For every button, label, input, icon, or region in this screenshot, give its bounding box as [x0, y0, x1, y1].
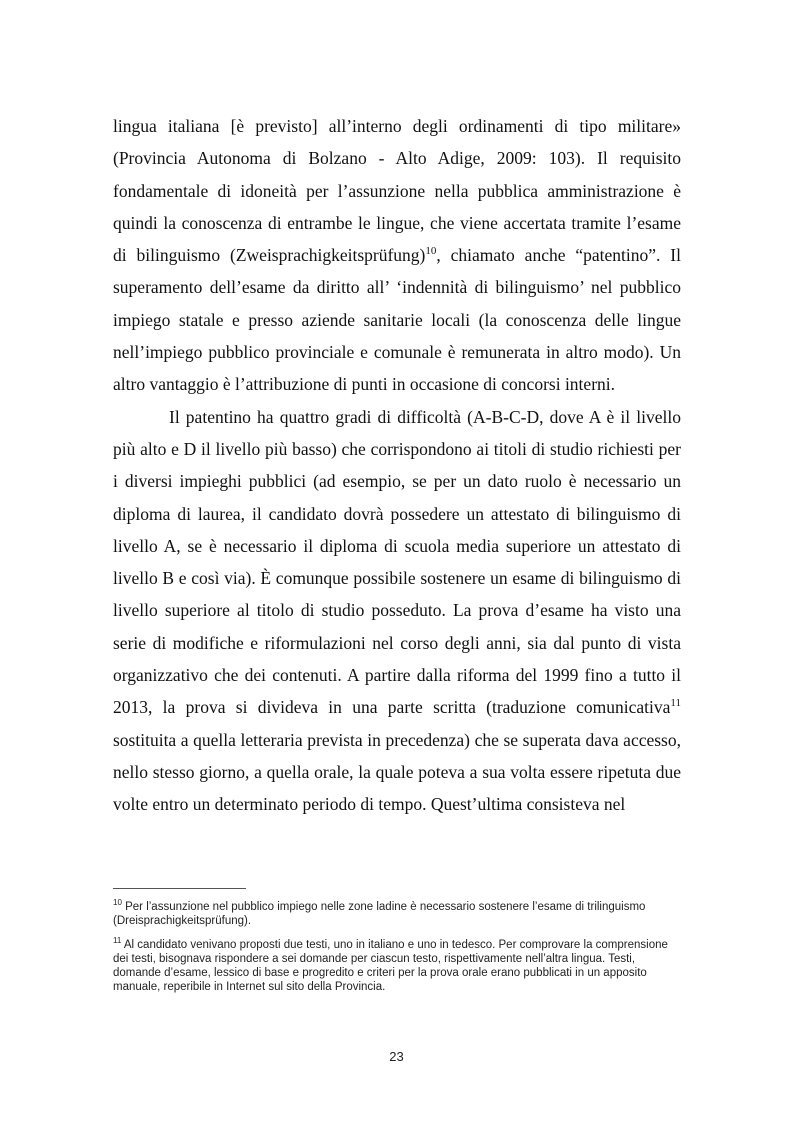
- footnote-number: 10: [113, 898, 122, 908]
- footnote-text: Al candidato venivano proposti due testi, uno in italiano e uno in tedesco. Per comprovare la comprensione dei testi, bisognava rispondere a sei domande per ciascun testo, rispettivamente nell’altra lingua. Testi, domande d’esame, lessico di base e progredito e criteri per la prova orale erano pubblicati in un apposito manuale, reperibile in Internet sul sito della Provincia.: [113, 939, 668, 993]
- footnote-10: [113, 900, 681, 928]
- body-text: [113, 110, 681, 821]
- paragraph-1-text-b: , chiamato anche “patentino”. Il superamento dell’esame da diritto all’ ‘indennità di bilinguismo’ nel pubblico impiego statale e presso aziende sanitarie locali (la conoscenza delle lingue nell’impiego pubblico provinciale e comunale è remunerata in altro modo). Un altro vantaggio è l’attribuzione di punti in occasione di concorsi interni.: [113, 245, 681, 395]
- footnote-separator: [113, 888, 246, 889]
- paragraph-2-text-b: sostituita a quella letteraria prevista in precedenza) che se superata dava accesso, nello stesso giorno, a quella orale, la quale poteva a sua volta essere ripetuta due volte entro un determinato periodo di tempo. Quest’ultima consisteva nel: [113, 729, 681, 815]
- footnotes: [113, 900, 681, 1004]
- paragraph-1: [113, 110, 681, 401]
- footnote-11: [113, 938, 681, 994]
- footnote-text: Per l’assunzione nel pubblico impiego nelle zone ladine è necessario sostenere l’esame di trilinguismo (Dreisprachigkeitsprüfung).: [113, 901, 646, 927]
- paragraph-2-text-a: Il patentino ha quattro gradi di difficoltà (A-B-C-D, dove A è il livello più alto e D il livello più basso) che corrispondono ai titoli di studio richiesti per i diversi impieghi pubblici (ad esempio, se per un dato ruolo è necessario un diploma di laurea, il candidato dovrà possedere un attestato di bilinguismo di livello A, se è necessario il diploma di scuola media superiore un attestato di livello B e così via). È comunque possibile sostenere un esame di bilinguismo di livello superiore al titolo di studio posseduto. La prova d’esame ha visto una serie di modifiche e riformulazioni nel corso degli anni, sia dal punto di vista organizzativo che dei contenuti. A partire dalla riforma del 1999 fino a tutto il 2013, la prova si divideva in una parte scritta (traduzione comunicativa: [113, 406, 681, 718]
- paragraph-2: [113, 401, 681, 821]
- paragraph-1-text-a: lingua italiana [è previsto] all’interno degli ordinamenti di tipo militare» (Provincia Autonoma di Bolzano - Alto Adige, 2009: 103). Il requisito fondamentale di idoneità per l’assunzione nella pubblica amministrazione è quindi la conoscenza di entrambe le lingue, che viene accertata tramite l’esame di bilinguismo (Zweisprachigkeitsprüfung): [113, 116, 681, 266]
- footnote-number: 11: [113, 936, 122, 946]
- footnote-ref-10[interactable]: 10: [425, 245, 437, 258]
- footnote-ref-11[interactable]: 11: [670, 697, 681, 710]
- page-number: 23: [389, 1049, 404, 1064]
